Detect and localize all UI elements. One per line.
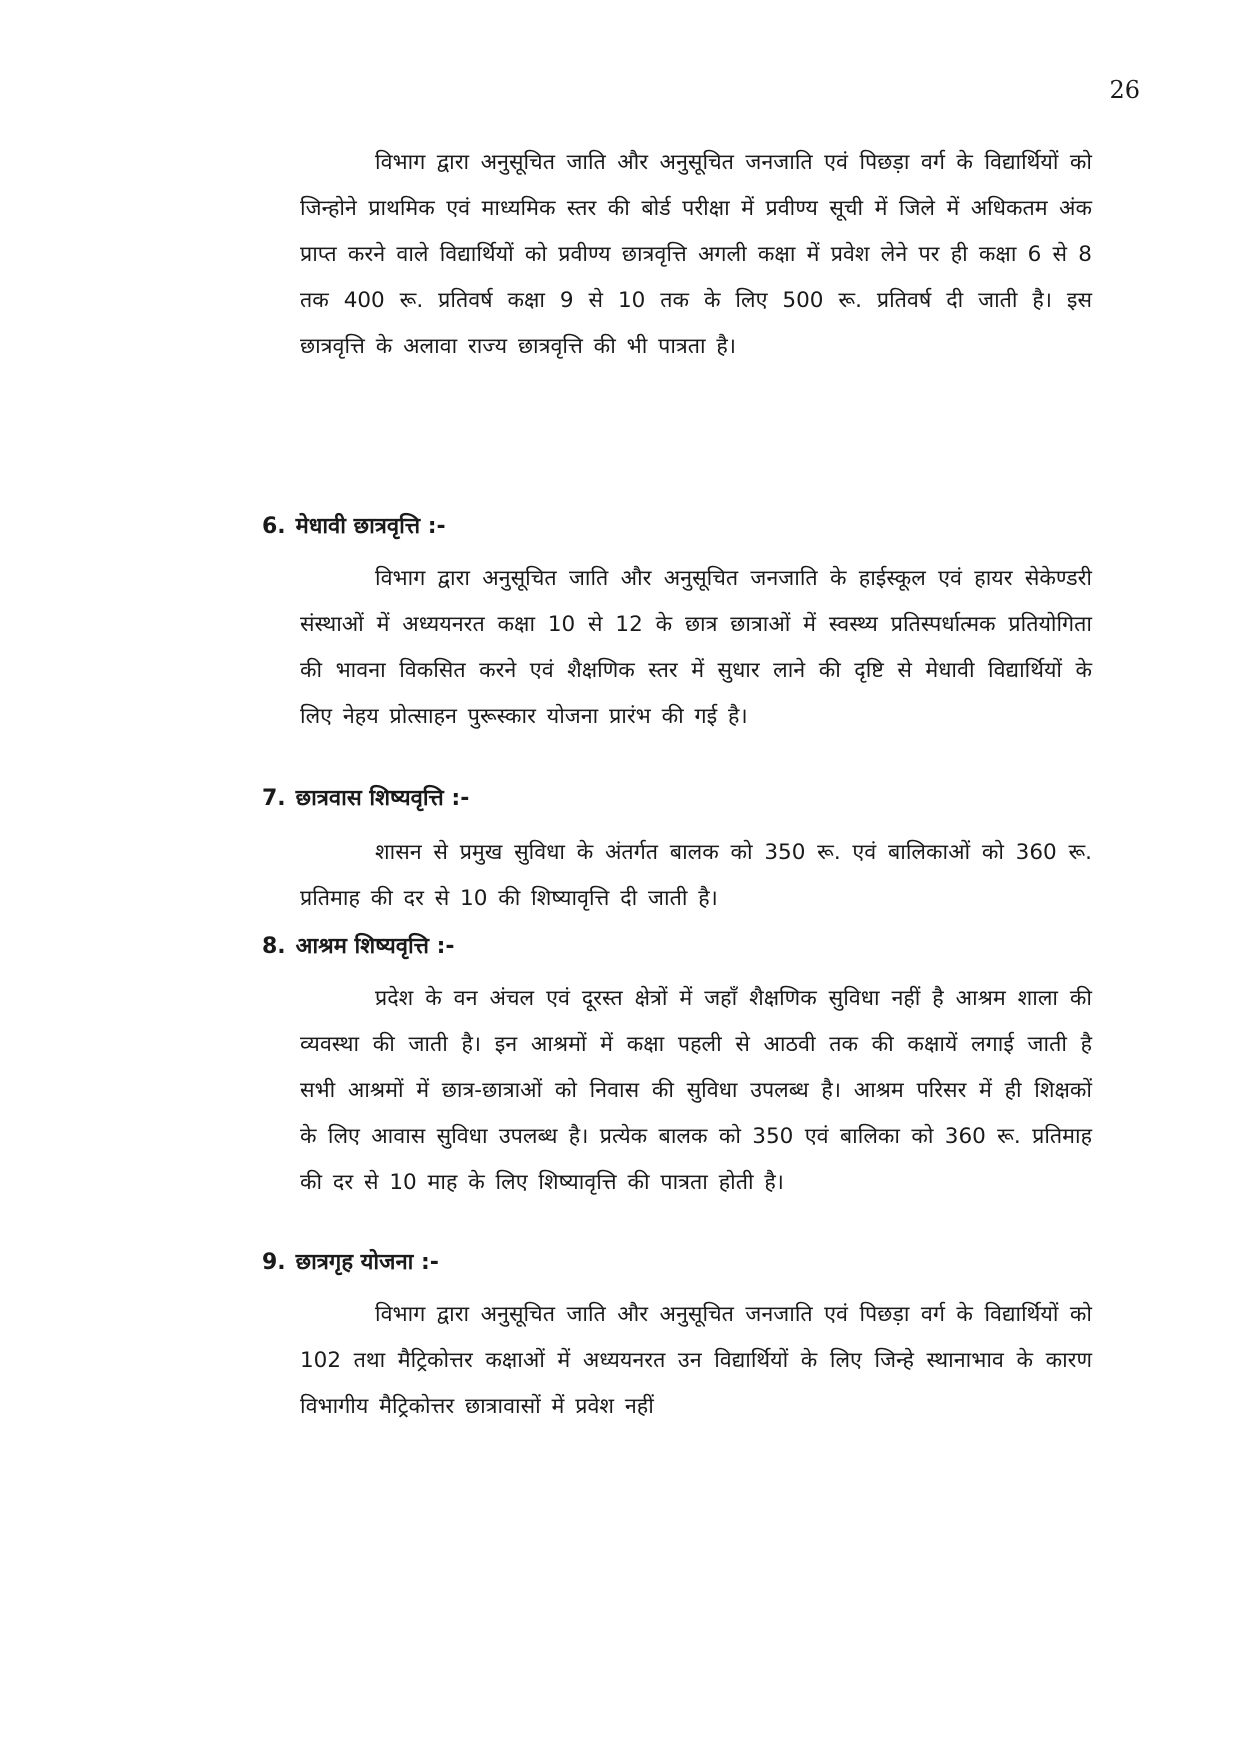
section-6-heading: [262, 512, 446, 542]
section-6-paragraph: [300, 556, 1092, 740]
section-8-title: आश्रम शिष्यवृत्ति :-: [295, 934, 455, 959]
section-6-number: 6.: [262, 514, 286, 539]
page-number: 26: [1109, 76, 1140, 104]
section-7-number: 7.: [262, 786, 286, 811]
section-9-title: छात्रगृह योजना :-: [295, 1250, 439, 1275]
section-8-number: 8.: [262, 934, 286, 959]
section-6-text: विभाग द्वारा अनुसूचित जाति और अनुसूचित जनजाति के हाईस्कूल एवं हायर सेकेण्डरी संस्थाओं में अध्ययनरत कक्षा 10 से 12 के छात्र छात्राओं में स्वस्थ्य प्रतिस्पर्धात्मक प्रतियोगिता की भावना विकसित करने एवं शैक्षणिक स्तर में सुधार लाने की दृष्टि से मेधावी विद्यार्थियों के लिए नेहय प्रोत्साहन पुरूस्कार योजना प्रारंभ की गई है।: [300, 566, 1092, 729]
section-9-text: विभाग द्वारा अनुसूचित जाति और अनुसूचित जनजाति एवं पिछड़ा वर्ग के विद्यार्थियों को 102 तथा मैट्रिकोत्तर कक्षाओं में अध्ययनरत उन विद्यार्थियों के लिए जिन्हे स्थानाभाव के कारण विभागीय मैट्रिकोत्तर छात्रावासों में प्रवेश नहीं: [300, 1302, 1092, 1419]
section-9-paragraph: [300, 1292, 1092, 1430]
intro-paragraph-text: विभाग द्वारा अनुसूचित जाति और अनुसूचित जनजाति एवं पिछड़ा वर्ग के विद्यार्थियों को जिन्होने प्राथमिक एवं माध्यमिक स्तर की बोर्ड परीक्षा में प्रवीण्य सूची में जिले में अधिकतम अंक प्राप्त करने वाले विद्यार्थियों को प्रवीण्य छात्रवृत्ति अगली कक्षा में प्रवेश लेने पर ही कक्षा 6 से 8 तक 400 रू. प्रतिवर्ष कक्षा 9 से 10 तक के लिए 500 रू. प्रतिवर्ष दी जाती है। इस छात्रवृत्ति के अलावा राज्य छात्रवृत्ति की भी पात्रता है।: [300, 150, 1092, 359]
section-7-title: छात्रवास शिष्यवृत्ति :-: [295, 786, 470, 811]
section-9-heading: [262, 1248, 439, 1278]
section-7-text: शासन से प्रमुख सुविधा के अंतर्गत बालक को 350 रू. एवं बालिकाओं को 360 रू. प्रतिमाह की दर से 10 की शिष्यावृत्ति दी जाती है।: [300, 840, 1092, 911]
section-8-text: प्रदेश के वन अंचल एवं दूरस्त क्षेत्रों में जहाँ शैक्षणिक सुविधा नहीं है आश्रम शाला की व्यवस्था की जाती है। इन आश्रमों में कक्षा पहली से आठवी तक की कक्षायें लगाई जाती है सभी आश्रमों में छात्र-छात्राओं को निवास की सुविधा उपलब्ध है। आश्रम परिसर में ही शिक्षकों के लिए आवास सुविधा उपलब्ध है। प्रत्येक बालक को 350 एवं बालिका को 360 रू. प्रतिमाह की दर से 10 माह के लिए शिष्यावृत्ति की पात्रता होती है।: [300, 986, 1092, 1195]
section-7-paragraph: [300, 830, 1092, 922]
section-6-title: मेधावी छात्रवृत्ति :-: [295, 514, 446, 539]
section-8-heading: [262, 932, 455, 962]
section-9-number: 9.: [262, 1250, 286, 1275]
section-7-heading: [262, 784, 469, 814]
intro-paragraph: [300, 140, 1092, 370]
section-8-paragraph: [300, 976, 1092, 1206]
